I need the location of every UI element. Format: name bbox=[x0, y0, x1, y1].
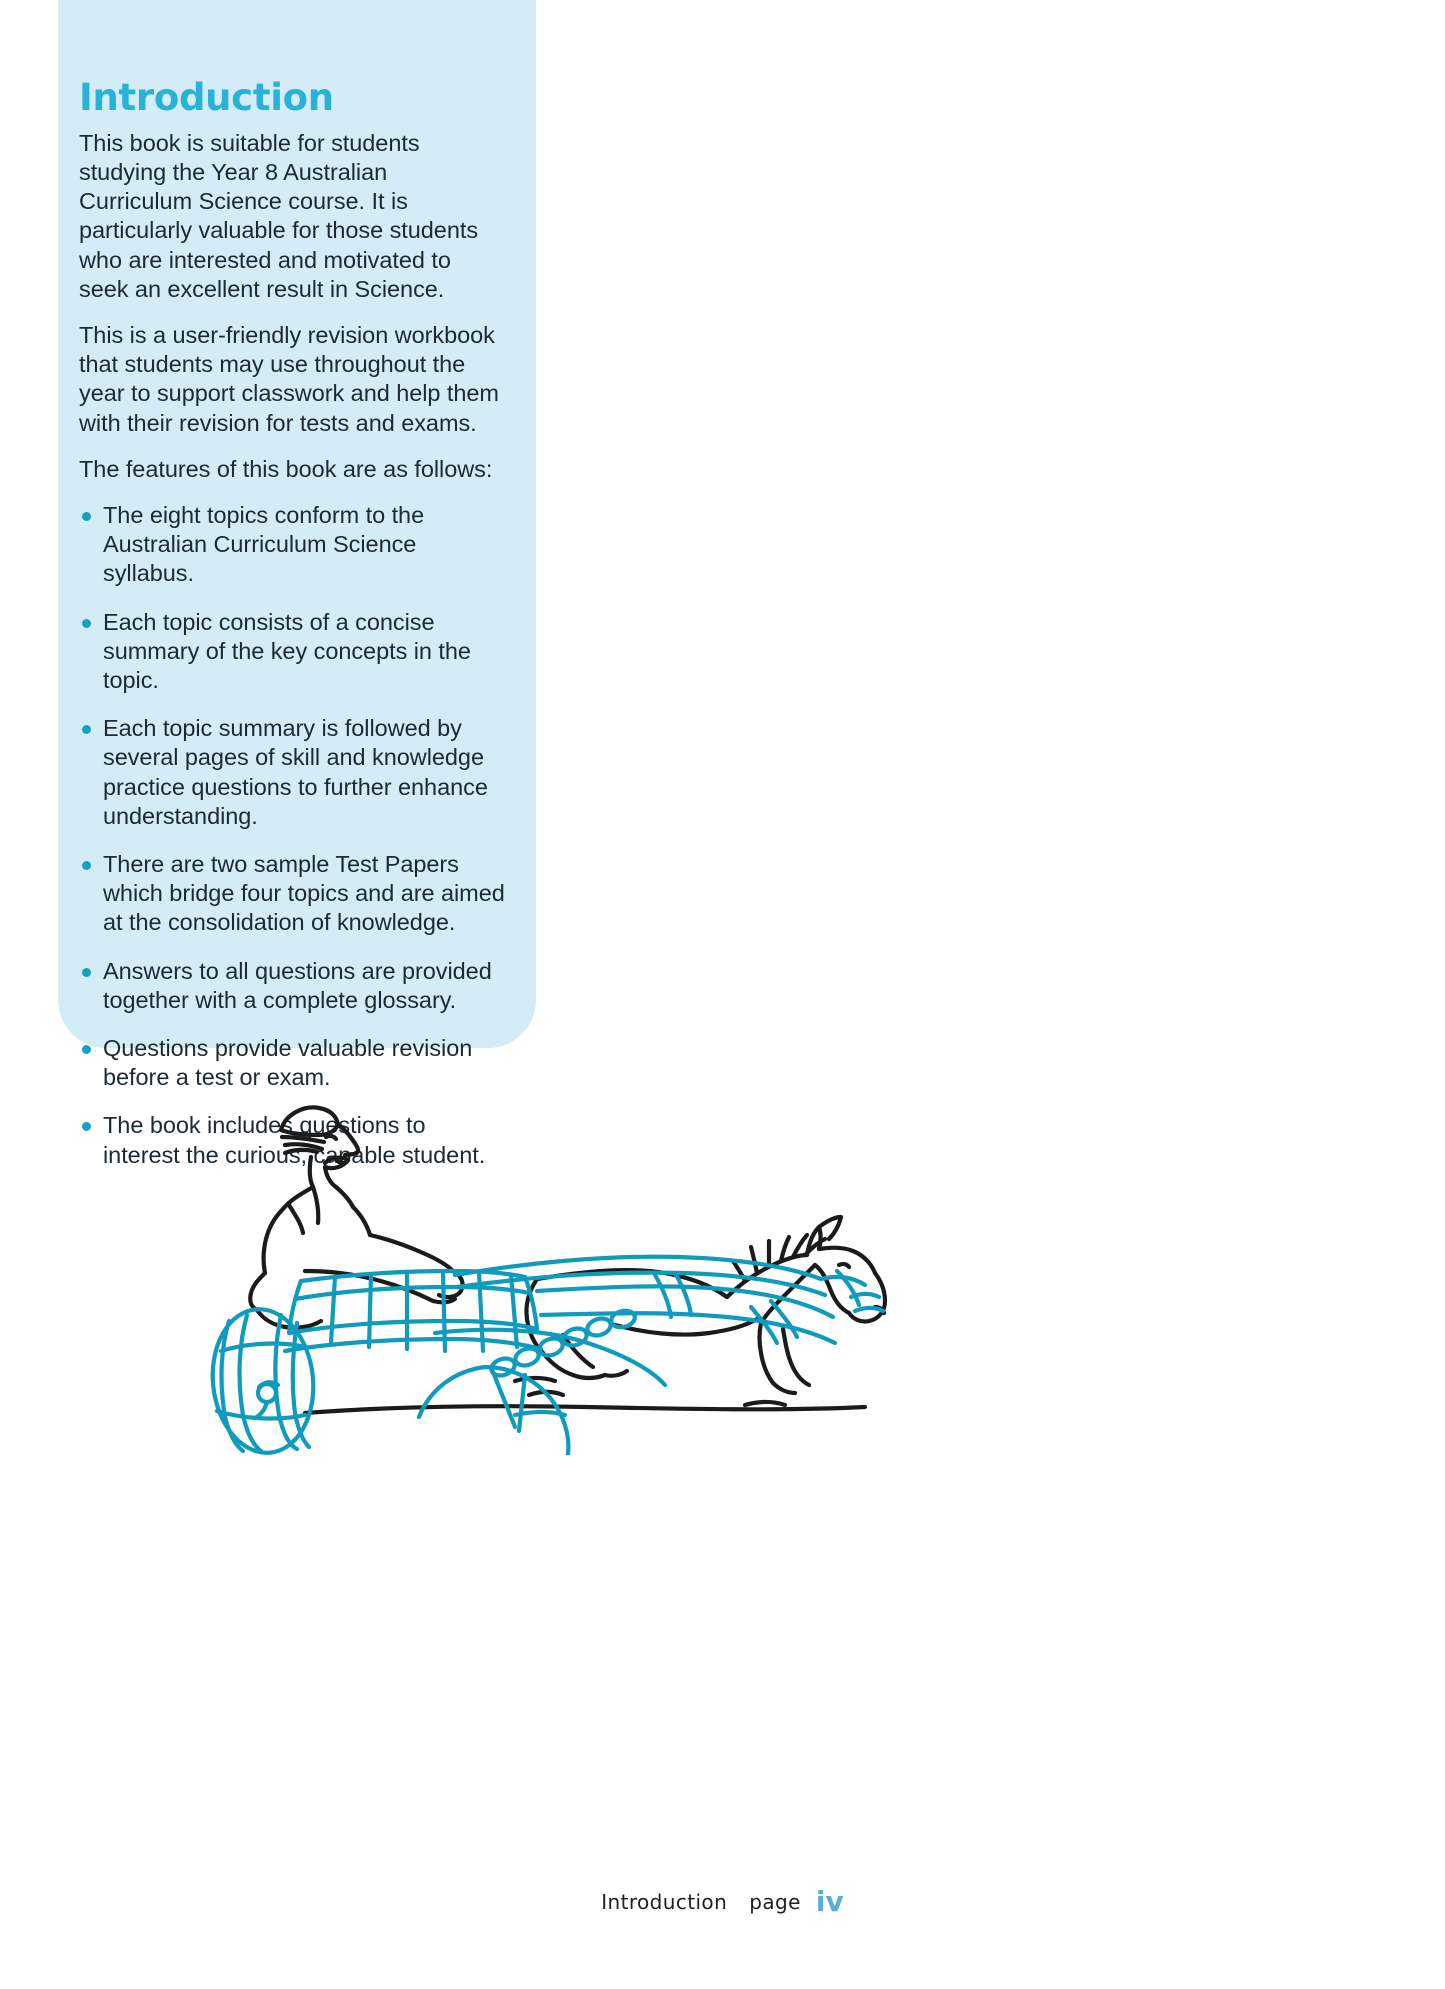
footer-section-label: Introduction bbox=[601, 1890, 728, 1914]
list-item-text: There are two sample Test Papers which bridge four topics and are aimed at the consolidation of knowledge. bbox=[103, 850, 505, 936]
intro-paragraph-2: This is a user-friendly revision workbook that students may use throughout the year to support classwork and help them with their revision for tests and exams. bbox=[79, 321, 499, 436]
list-item bbox=[79, 957, 506, 1015]
bullet-dot-icon bbox=[82, 725, 91, 734]
list-item-text: Questions provide valuable revision before a test or exam. bbox=[103, 1034, 473, 1091]
bullet-dot-icon bbox=[82, 1122, 91, 1131]
list-item-text: The eight topics conform to the Australian Curriculum Science syllabus. bbox=[103, 501, 425, 587]
features-list bbox=[79, 501, 506, 1170]
list-item-text: The book includes questions to interest the curious, capable student. bbox=[103, 1112, 486, 1168]
bullet-dot-icon bbox=[82, 968, 91, 977]
list-item bbox=[79, 608, 506, 696]
list-item-text: Answers to all questions are provided together with a complete glossary. bbox=[103, 957, 492, 1013]
list-item bbox=[79, 714, 506, 831]
cart-and-harness bbox=[206, 1257, 883, 1455]
footer-inner bbox=[601, 1885, 844, 1918]
list-item-text: Each topic consists of a concise summary of the key concepts in the topic. bbox=[103, 608, 471, 693]
horse-and-cart-drawing bbox=[185, 1075, 945, 1455]
list-item bbox=[79, 501, 506, 589]
footer-page-number: iv bbox=[815, 1885, 844, 1918]
intro-paragraph-1: This book is suitable for students studying the Year 8 Australian Curriculum Science course. It is particularly valuable for those students who are interested and motivated to seek an excellent result in Science. bbox=[79, 129, 479, 302]
driver-figure bbox=[250, 1107, 462, 1327]
footer-page-word: page bbox=[749, 1890, 801, 1914]
bullet-dot-icon bbox=[82, 512, 91, 521]
horse-and-cart-illustration bbox=[185, 1075, 945, 1455]
list-item bbox=[79, 850, 506, 938]
list-item-text: Each topic summary is followed by several pages of skill and knowledge practice questions to further enhance understanding. bbox=[103, 715, 488, 829]
intro-paragraph-3: The features of this book are as follows: bbox=[79, 455, 493, 482]
bullet-dot-icon bbox=[82, 861, 91, 870]
bullet-dot-icon bbox=[82, 1045, 91, 1054]
bullet-dot-icon bbox=[82, 619, 91, 628]
page-footer bbox=[0, 1885, 1445, 1918]
page-title: Introduction bbox=[79, 76, 334, 119]
introduction-panel bbox=[58, 0, 536, 1168]
